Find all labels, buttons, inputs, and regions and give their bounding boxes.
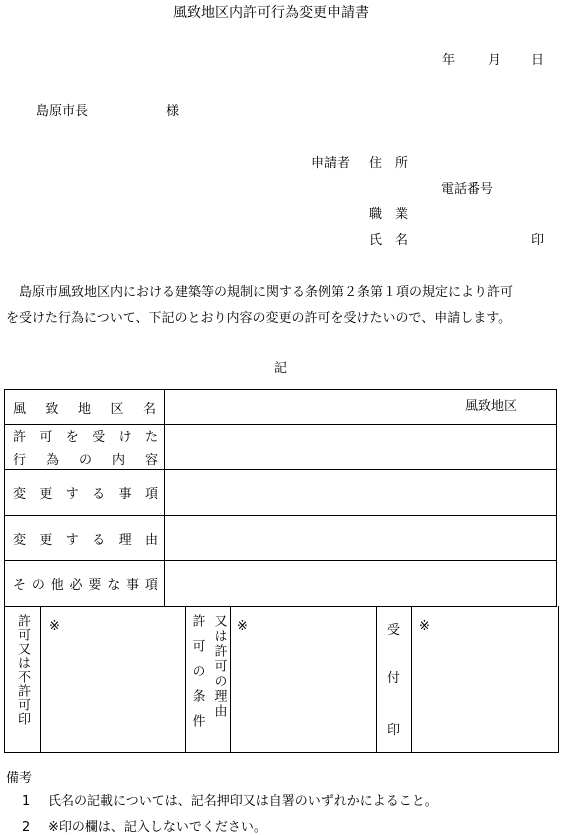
- table-row: [5, 516, 557, 561]
- change-item-label-cell: [5, 470, 165, 516]
- change-item-label: 変 更 す る 事 項: [13, 487, 158, 502]
- note-2-text: ※印の欄は、記入しないでください。: [48, 820, 267, 835]
- condition-label-col-1: 許可の条件: [189, 614, 205, 739]
- permitted-act-label-line-2: 行 為 の 内 容: [13, 453, 158, 468]
- date-year-label: 年: [442, 53, 456, 68]
- address-label: 住 所: [369, 156, 409, 171]
- district-name-label-cell: [5, 390, 165, 425]
- receipt-label-3: 印: [387, 723, 401, 738]
- official-use-section: [4, 606, 559, 753]
- applicant-label: 申請者: [311, 156, 351, 171]
- seal-mark: 印: [531, 233, 545, 248]
- other-items-value-cell[interactable]: [165, 561, 557, 607]
- ki-heading: 記: [274, 361, 288, 376]
- district-name-value-cell[interactable]: [165, 390, 557, 425]
- addressee-honorific: 様: [166, 104, 180, 119]
- permitted-act-label-line-1: 許 可 を 受 け た: [13, 430, 158, 445]
- change-reason-value-cell[interactable]: [165, 516, 557, 561]
- notes-heading: 備考: [6, 771, 33, 786]
- receipt-mark: ※: [419, 619, 430, 634]
- table-row: [5, 470, 557, 516]
- addressee-name: 島原市長: [36, 104, 89, 119]
- district-name-value: 風致地区: [465, 399, 518, 414]
- district-name-label: 風 致 地 区 名: [13, 401, 156, 417]
- permission-stamp-label: 許可又は不許可印: [15, 614, 30, 726]
- receipt-label-1: 受: [387, 623, 401, 638]
- condition-mark: ※: [237, 619, 248, 634]
- phone-label: 電話番号: [441, 182, 494, 197]
- note-1-text: 氏名の記載については、記名押印又は自署のいずれかによること。: [48, 794, 438, 809]
- note-1-number: 1: [22, 794, 31, 809]
- application-table: [4, 389, 557, 607]
- receipt-label-2: 付: [387, 671, 401, 686]
- date-day-label: 日: [531, 53, 545, 68]
- page-title: 風致地区内許可行為変更申請書: [173, 5, 369, 21]
- body-text-line-1: 島原市風致地区内における建築等の規制に関する条例第２条第１項の規定により許可: [19, 285, 514, 300]
- table-row: [5, 561, 557, 607]
- condition-label-col-2: 又は許可の理由: [211, 614, 227, 719]
- change-item-value-cell[interactable]: [165, 470, 557, 516]
- permitted-act-value-cell[interactable]: [165, 425, 557, 470]
- change-reason-label-cell: [5, 516, 165, 561]
- date-month-label: 月: [488, 53, 502, 68]
- note-2-number: 2: [22, 820, 31, 835]
- permitted-act-label-cell: [5, 425, 165, 470]
- other-items-label: そ の 他 必 要 な 事 項: [13, 578, 158, 593]
- table-row: [5, 425, 557, 470]
- body-text-line-2: を受けた行為について、下記のとおり内容の変更の許可を受けたいので、申請します。: [6, 311, 512, 326]
- table-row: [5, 390, 557, 425]
- change-reason-label: 変 更 す る 理 由: [13, 532, 158, 548]
- other-items-label-cell: [5, 561, 165, 607]
- name-label: 氏 名: [369, 233, 409, 248]
- occupation-label: 職 業: [369, 207, 409, 222]
- permission-mark: ※: [49, 619, 60, 634]
